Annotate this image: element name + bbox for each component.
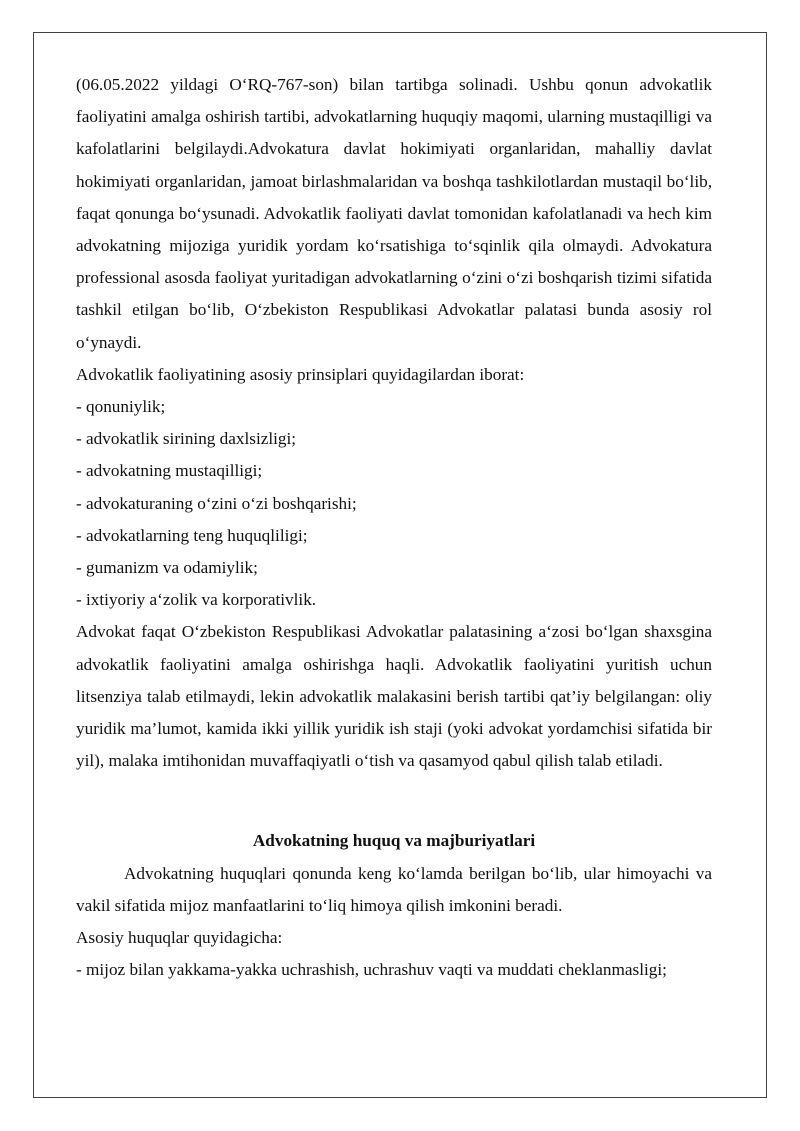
principles-intro: Advokatlik faoliyatining asosiy prinsiplari quyidagilardan iborat:: [76, 364, 525, 384]
list-item: - advokaturaning o‘zini o‘zi boshqarishi;: [76, 493, 357, 513]
list-item: - qonuniylik;: [76, 397, 166, 417]
principles-list: [76, 391, 712, 616]
rights-intro: Asosiy huquqlar quyidagicha:: [76, 928, 283, 948]
membership-paragraph: Advokat faqat O‘zbekiston Respublikasi Advokatlar palatasining a‘zosi bo‘lgan shaxsgina advokatlik faoliyatini amalga oshirishga haqli. Advokatlik faoliyatini yuritish uchun litsenziya talab etilmaydi, lekin advokatlik malakasini berish tartibi qat’iy belgilangan: oliy yuridik ma’lumot, kamida ikki yillik yuridik ish staji (yoki advokat yordamchisi sifatida bir yil), malaka imtihonidan muvaffaqiyatli o‘tish va qasamyod qabul qilish talab etiladi.: [76, 622, 712, 771]
list-item: - ixtiyoriy a‘zolik va korporativlik.: [76, 590, 317, 610]
document-body: [76, 69, 712, 986]
intro-paragraph: (06.05.2022 yildagi O‘RQ-767-son) bilan tartibga solinadi. Ushbu qonun advokatlik faoliyatini amalga oshirish tartibi, advokatlarning huquqiy maqomi, ularning mustaqilligi va kafolatlarini belgilaydi.Advokatura davlat hokimiyati organlaridan, mahalliy davlat hokimiyati organlaridan, jamoat birlashmalaridan va boshqa tashkilotlardan mustaqil bo‘lib, faqat qonunga bo‘ysunadi. Advokatlik faoliyati davlat tomonidan kafolatlanadi va hech kim advokatning mijoziga yuridik yordam ko‘rsatishiga to‘sqinlik qila olmaydi. Advokatura professional asosda faoliyat yuritadigan advokatlarning o‘zini o‘zi boshqarish tizimi sifatida tashkil etilgan bo‘lib, O‘zbekiston Respublikasi Advokatlar palatasi bunda asosiy rol o‘ynaydi.: [76, 75, 712, 352]
list-item: - advokatning mustaqilligi;: [76, 461, 263, 481]
list-item: - advokatlarning teng huquqliligi;: [76, 525, 308, 545]
rights-paragraph: Advokatning huquqlari qonunda keng ko‘lamda berilgan bo‘lib, ular himoyachi va vakil sifatida mijoz manfaatlarini to‘liq himoya qilish imkonini beradi.: [76, 863, 712, 915]
list-item: - gumanizm va odamiylik;: [76, 558, 258, 578]
section-heading: Advokatning huquq va majburiyatlari: [252, 831, 536, 851]
list-item: - advokatlik sirining daxlsizligi;: [76, 429, 297, 449]
list-item: - mijoz bilan yakkama-yakka uchrashish, uchrashuv vaqti va muddati cheklanmasligi;: [76, 960, 667, 980]
rights-list: [76, 954, 712, 986]
